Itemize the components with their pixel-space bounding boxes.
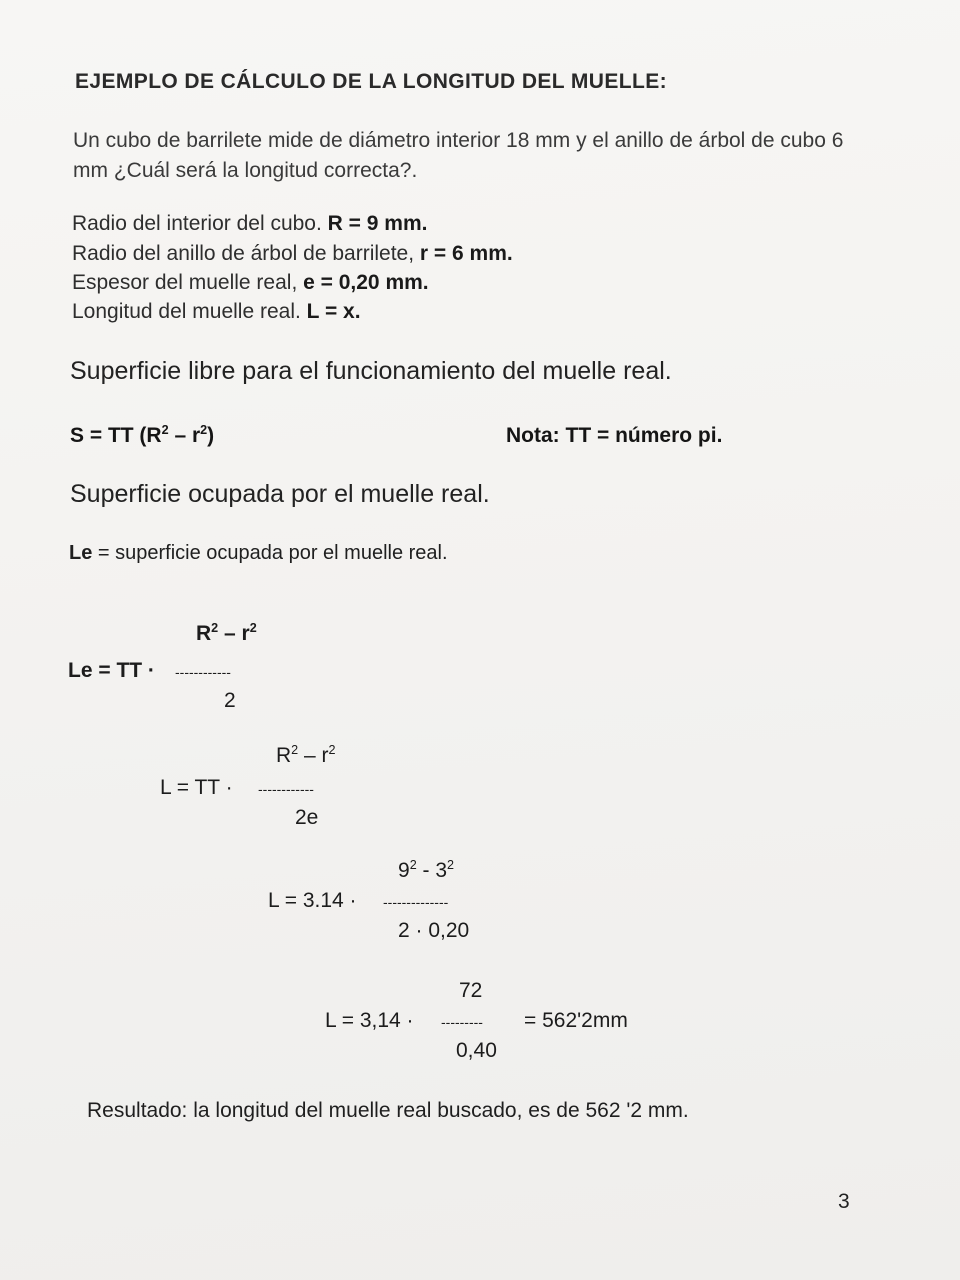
data-line-thickness	[72, 271, 429, 295]
formula-le-numerator	[196, 622, 257, 646]
formula-s-lhs: S = TT (R	[70, 424, 162, 447]
le-definition	[69, 542, 448, 565]
formula-result-lhs: L = 3,14 ·	[325, 1009, 414, 1032]
data-value: e = 0,20 mm.	[303, 271, 429, 294]
data-line-radius-arbor	[72, 242, 513, 266]
formula-sub-denominator: 2 · 0,20	[398, 919, 470, 942]
exponent: 2	[291, 743, 299, 757]
exponent: 2	[200, 423, 208, 437]
le-term: Le	[69, 542, 93, 564]
data-label: Radio del anillo de árbol de barrilete,	[72, 242, 415, 265]
exponent: 2	[249, 621, 257, 635]
exponent: 2	[409, 858, 417, 872]
exponent: 2	[328, 743, 336, 757]
num-a: 9	[398, 859, 410, 882]
exponent: 2	[447, 858, 455, 872]
heading-occupied-surface: Superficie ocupada por el muelle real.	[70, 480, 490, 508]
num-r: R	[276, 744, 292, 767]
problem-statement: Un cubo de barrilete mide de diámetro interior 18 mm y el anillo de árbol de cubo 6 mm ¿Cuál será la longitud correcta?.	[73, 129, 844, 182]
formula-surface	[70, 424, 214, 448]
formula-sub-fraction-bar: --------------	[383, 894, 449, 910]
data-label: Radio del interior del cubo.	[72, 212, 322, 235]
formula-s-mid: – r	[168, 424, 201, 447]
num-mid: - 3	[416, 859, 448, 882]
page-title: EJEMPLO DE CÁLCULO DE LA LONGITUD DEL MUELLE:	[75, 70, 668, 93]
data-value: R = 9 mm.	[327, 212, 428, 235]
formula-result-numerator: 72	[459, 979, 483, 1002]
formula-sub-numerator	[398, 859, 454, 883]
data-label: Espesor del muelle real,	[72, 271, 298, 294]
num-mid: – r	[218, 622, 250, 645]
le-text: = superficie ocupada por el muelle real.	[92, 542, 448, 564]
data-line-length	[72, 300, 361, 324]
formula-s-end: )	[207, 424, 215, 447]
formula-result-rhs: = 562'2mm	[524, 1009, 628, 1032]
formula-l-numerator	[276, 744, 336, 768]
formula-le-denominator: 2	[224, 689, 236, 712]
formula-result-denominator: 0,40	[456, 1039, 497, 1062]
num-mid: – r	[298, 744, 329, 767]
formula-le-lhs: Le = TT ·	[68, 659, 155, 682]
exponent: 2	[161, 423, 169, 437]
formula-l-denominator: 2e	[295, 806, 319, 829]
formula-sub-lhs: L = 3.14 ·	[268, 889, 357, 912]
exponent: 2	[211, 621, 219, 635]
formula-l-fraction-bar: ------------	[258, 781, 314, 797]
heading-free-surface: Superficie libre para el funcionamiento del muelle real.	[70, 357, 672, 385]
note-pi: Nota: TT = número pi.	[506, 424, 723, 447]
page-number: 3	[838, 1190, 850, 1213]
data-line-radius-hub	[72, 212, 427, 236]
result-statement: Resultado: la longitud del muelle real buscado, es de 562 '2 mm.	[87, 1099, 689, 1122]
data-label: Longitud del muelle real.	[72, 300, 301, 323]
formula-l-lhs: L = TT ·	[160, 776, 233, 799]
data-value: L = x.	[306, 300, 361, 323]
formula-result-fraction-bar: ---------	[441, 1014, 483, 1030]
formula-le-fraction-bar: ------------	[175, 664, 231, 680]
data-value: r = 6 mm.	[419, 242, 513, 265]
num-r: R	[196, 622, 212, 645]
